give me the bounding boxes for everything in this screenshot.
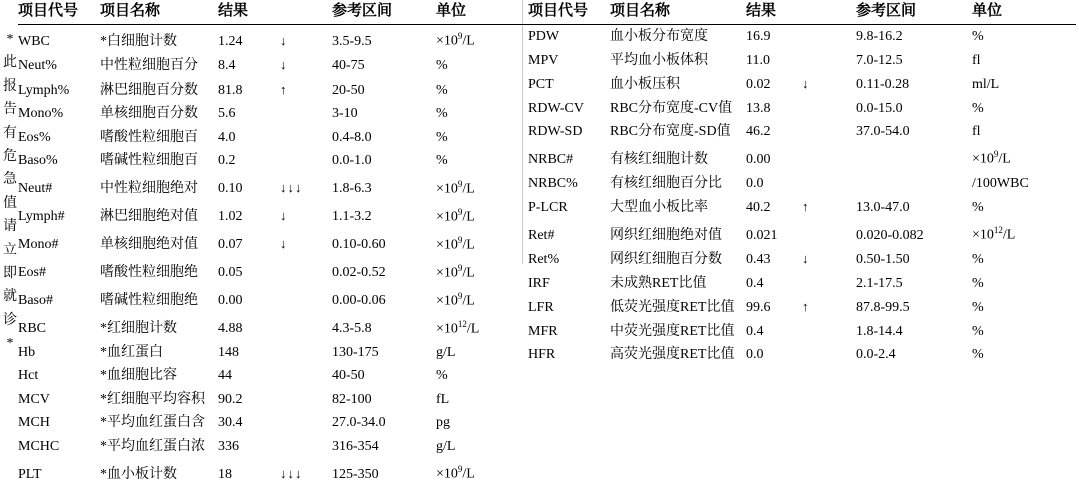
- cell-ref: 9.8-16.2: [856, 29, 903, 45]
- cell-name: 血小板分布宽度: [610, 29, 708, 45]
- right-table-head: [528, 0, 1076, 25]
- note-char: *: [6, 32, 14, 47]
- header-flag: [802, 0, 856, 25]
- left-table-body: [18, 25, 528, 486]
- right-results-table: [528, 0, 1076, 366]
- header-flag: [280, 0, 332, 25]
- table-row: [528, 25, 1076, 49]
- cell-unit: $\times 10^9/L$: [436, 262, 475, 281]
- cell-flag: ↓: [280, 33, 288, 49]
- cell-flag: [802, 320, 856, 343]
- cell-unit: /100WBC: [972, 175, 1029, 191]
- cell-ref: 1.1-3.2: [332, 209, 372, 225]
- cell-flag: [802, 219, 856, 247]
- cell-flag: [280, 411, 332, 434]
- cell-name: 嗜碱性粒细胞百: [100, 153, 198, 169]
- cell-code: RBC: [18, 321, 47, 337]
- header-name: 项目名称: [610, 0, 746, 25]
- cell-ref: 0.10-0.60: [332, 237, 386, 253]
- cell-code: Ret#: [528, 227, 555, 243]
- cell-unit: %: [436, 153, 448, 169]
- cell-unit: %: [436, 129, 448, 145]
- table-row: [18, 458, 528, 486]
- right-results-panel: [528, 0, 1076, 366]
- cell-code: MCV: [18, 391, 50, 407]
- note-char: 急: [3, 172, 17, 188]
- cell-unit: %: [972, 199, 984, 215]
- cell-flag: [280, 149, 332, 172]
- table-row: [18, 25, 528, 54]
- cell-code: Baso%: [18, 153, 58, 169]
- table-row: [528, 143, 1076, 171]
- header-ref: 参考区间: [332, 0, 436, 25]
- cell-name: RBC分布宽度-SD值: [610, 124, 731, 140]
- cell-unit: %: [972, 29, 984, 45]
- cell-code: LFR: [528, 300, 554, 316]
- cell-flag: [280, 257, 332, 285]
- table-row: [18, 53, 528, 77]
- cell-result: 44: [218, 368, 232, 384]
- table-row: [528, 72, 1076, 96]
- table-row: [528, 320, 1076, 343]
- table-row: [18, 173, 528, 201]
- cell-flag: [280, 388, 332, 411]
- header-result: 结果: [746, 0, 802, 25]
- cell-unit: $\times 10^{12}/L$: [436, 318, 480, 337]
- cell-unit: $\times 10^9/L$: [436, 178, 475, 197]
- cell-name: 网织红细胞绝对值: [610, 227, 722, 243]
- cell-result: 1.24: [218, 34, 243, 50]
- table-row: [18, 313, 528, 341]
- cell-result: 0.10: [218, 181, 243, 197]
- cell-name: *白细胞计数: [100, 34, 177, 50]
- cell-result: 16.9: [746, 29, 771, 45]
- cell-result: 0.00: [746, 152, 771, 168]
- cell-name: RBC分布宽度-CV值: [610, 100, 733, 116]
- cell-flag: [802, 143, 856, 171]
- cell-result: 0.021: [746, 227, 778, 243]
- cell-unit: %: [972, 252, 984, 268]
- cell-unit: $\times 10^9/L$: [436, 234, 475, 253]
- table-row: [18, 411, 528, 434]
- cell-name: *血红蛋白: [100, 344, 163, 360]
- table-row: [18, 78, 528, 102]
- cell-ref: 1.8-6.3: [332, 181, 372, 197]
- left-table-head: [18, 0, 528, 25]
- cell-code: Hct: [18, 368, 39, 384]
- cell-flag: [280, 341, 332, 364]
- cell-name: 网织红细胞百分数: [610, 252, 722, 268]
- cell-flag: ↓: [802, 251, 810, 267]
- table-row: [528, 97, 1076, 120]
- cell-name: *红细胞计数: [100, 321, 177, 337]
- cell-result: 0.00: [218, 293, 243, 309]
- table-row: [18, 285, 528, 313]
- header-unit: 单位: [972, 0, 1076, 25]
- cell-unit: %: [972, 100, 984, 116]
- cell-result: 0.0: [746, 347, 764, 362]
- cell-ref: 0.00-0.06: [332, 293, 386, 309]
- cell-code: Hb: [18, 344, 36, 360]
- cell-result: 0.4: [746, 323, 764, 339]
- cell-code: WBC: [18, 34, 50, 50]
- table-row: [528, 172, 1076, 195]
- cell-result: 0.0: [746, 175, 764, 191]
- cell-flag: ↑: [802, 299, 810, 315]
- cell-name: 淋巴细胞百分数: [100, 82, 198, 98]
- cell-ref: 40-50: [332, 368, 365, 384]
- cell-result: 0.43: [746, 252, 771, 268]
- note-char: *: [6, 336, 14, 352]
- cell-flag: [802, 97, 856, 120]
- header-ref: 参考区间: [856, 0, 972, 25]
- cell-result: 0.07: [218, 237, 243, 253]
- cell-flag: ↓: [802, 76, 810, 92]
- cell-result: 18: [218, 466, 232, 482]
- cell-code: MCH: [18, 415, 50, 431]
- cell-code: Eos%: [18, 129, 51, 145]
- cell-ref: 20-50: [332, 82, 365, 98]
- cell-code: Neut%: [18, 58, 57, 74]
- cell-ref: 0.4-8.0: [332, 129, 372, 145]
- cell-flag: ↑: [280, 81, 288, 97]
- cell-flag: [802, 343, 856, 366]
- cell-flag: [280, 126, 332, 149]
- header-unit: 单位: [436, 0, 528, 25]
- cell-flag: ↓: [280, 236, 288, 252]
- right-table-body: [528, 25, 1076, 367]
- table-row: [18, 257, 528, 285]
- cell-unit: %: [972, 300, 984, 316]
- cell-unit: %: [972, 347, 984, 362]
- cell-ref: 3.5-9.5: [332, 34, 372, 50]
- cell-result: 30.4: [218, 415, 243, 431]
- table-row: [528, 49, 1076, 72]
- table-row: [528, 272, 1076, 295]
- cell-ref: 82-100: [332, 391, 372, 407]
- cell-result: 0.4: [746, 275, 764, 291]
- cell-ref: 3-10: [332, 106, 358, 122]
- cell-name: 单核细胞绝对值: [100, 237, 198, 253]
- cell-result: 4.88: [218, 321, 243, 337]
- cell-unit: $\times 10^9/L$: [972, 149, 1011, 168]
- cell-name: 有核红细胞计数: [610, 152, 708, 168]
- cell-ref: 1.8-14.4: [856, 323, 903, 339]
- cell-code: MCHC: [18, 438, 60, 454]
- note-char: 报: [3, 78, 17, 94]
- cell-unit: $\times 10^9/L$: [436, 463, 475, 482]
- cell-unit: %: [436, 368, 448, 384]
- cell-flag: [280, 102, 332, 125]
- table-row: [18, 126, 528, 149]
- table-row: [18, 341, 528, 364]
- cell-ref: 0.0-2.4: [856, 347, 896, 362]
- cell-ref: 0.50-1.50: [856, 252, 910, 268]
- table-row: [528, 120, 1076, 143]
- cell-ref: 130-175: [332, 344, 379, 360]
- cell-flag: [802, 272, 856, 295]
- cell-code: PDW: [528, 29, 560, 45]
- cell-ref: 0.0-15.0: [856, 100, 903, 116]
- table-row: [528, 195, 1076, 219]
- cell-result: 4.0: [218, 129, 236, 145]
- cell-unit: fL: [436, 391, 450, 407]
- cell-name: 中性粒细胞绝对: [100, 181, 198, 197]
- cell-ref: 7.0-12.5: [856, 52, 903, 68]
- cell-name: 有核红细胞百分比: [610, 175, 722, 191]
- header-name: 项目名称: [100, 0, 218, 25]
- cell-code: NRBC%: [528, 175, 578, 191]
- cell-code: HFR: [528, 347, 556, 362]
- cell-name: 平均血小板体积: [610, 52, 708, 68]
- header-result: 结果: [218, 0, 280, 25]
- cell-code: Mono%: [18, 106, 64, 122]
- cell-unit: pg: [436, 415, 450, 431]
- cell-name: *平均血红蛋白浓: [100, 438, 205, 454]
- cell-unit: g/L: [436, 344, 456, 360]
- cell-result: 8.4: [218, 58, 236, 74]
- cell-flag: [802, 120, 856, 143]
- cell-result: 336: [218, 438, 239, 454]
- cell-unit: %: [436, 58, 448, 74]
- cell-name: 大型血小板比率: [610, 199, 708, 215]
- cell-ref: 40-75: [332, 58, 365, 74]
- cell-name: 未成熟RET比值: [610, 275, 707, 291]
- cell-code: NRBC#: [528, 152, 574, 168]
- cell-result: 81.8: [218, 82, 243, 98]
- cell-code: Ret%: [528, 252, 560, 268]
- table-row: [18, 149, 528, 172]
- cell-ref: 4.3-5.8: [332, 321, 372, 337]
- note-char: 告: [3, 102, 17, 118]
- cell-unit: %: [436, 82, 448, 98]
- note-char: 诊: [3, 312, 17, 328]
- note-char: 请: [3, 219, 17, 235]
- cell-unit: $\times 10^9/L$: [436, 290, 475, 309]
- table-row: [18, 102, 528, 125]
- cell-name: 高荧光强度RET比值: [610, 347, 735, 362]
- cell-ref: 0.11-0.28: [856, 77, 910, 93]
- table-row: [528, 247, 1076, 271]
- cell-code: Lymph%: [18, 82, 70, 98]
- cell-name: 嗜酸性粒细胞绝: [100, 265, 198, 281]
- cell-result: 0.02: [746, 77, 771, 93]
- table-row: [18, 388, 528, 411]
- cell-ref: [856, 143, 972, 171]
- critical-value-note: [2, 28, 18, 356]
- cell-code: Eos#: [18, 265, 46, 281]
- cell-result: 0.2: [218, 153, 236, 169]
- cell-result: 13.8: [746, 100, 771, 116]
- cell-code: Mono#: [18, 237, 59, 253]
- note-char: 立: [3, 242, 17, 258]
- cell-ref: 87.8-99.5: [856, 300, 910, 316]
- header-code: 项目代号: [18, 0, 100, 25]
- cell-ref: 37.0-54.0: [856, 124, 910, 140]
- cell-flag: [802, 172, 856, 195]
- note-char: 危: [3, 149, 17, 165]
- cell-code: P-LCR: [528, 199, 568, 215]
- cell-ref: 0.020-0.082: [856, 227, 924, 243]
- cell-code: RDW-SD: [528, 124, 583, 140]
- table-header-row: [528, 0, 1076, 25]
- cell-ref: 0.0-1.0: [332, 153, 372, 169]
- cell-flag: [280, 285, 332, 313]
- cell-code: RDW-CV: [528, 100, 584, 116]
- cell-ref: [856, 172, 972, 195]
- cell-result: 99.6: [746, 300, 771, 316]
- cell-unit: fl: [972, 124, 981, 140]
- cell-name: 嗜碱性粒细胞绝: [100, 293, 198, 309]
- table-row: [528, 295, 1076, 319]
- cell-flag: ↓↓↓: [280, 465, 303, 481]
- cell-ref: 125-350: [332, 466, 379, 482]
- cell-code: PLT: [18, 466, 42, 482]
- header-code: 项目代号: [528, 0, 610, 25]
- cell-ref: 13.0-47.0: [856, 199, 910, 215]
- cell-result: 90.2: [218, 391, 243, 407]
- cell-unit: $\times 10^{12}/L$: [972, 225, 1016, 243]
- cell-result: 46.2: [746, 124, 771, 140]
- note-char: 有: [3, 125, 17, 141]
- cell-code: Neut#: [18, 181, 53, 197]
- cell-flag: [280, 435, 332, 458]
- cell-unit: ml/L: [972, 77, 1000, 93]
- cell-flag: [802, 25, 856, 49]
- cell-name: 血小板压积: [610, 77, 680, 93]
- cell-name: 单核细胞百分数: [100, 106, 198, 122]
- cell-code: PCT: [528, 77, 554, 93]
- left-results-panel: [18, 0, 528, 486]
- cell-result: 1.02: [218, 209, 243, 225]
- table-row: [18, 229, 528, 257]
- cell-flag: ↓: [280, 208, 288, 224]
- cell-code: Lymph#: [18, 209, 65, 225]
- cell-result: 5.6: [218, 106, 236, 122]
- cell-name: *平均血红蛋白含: [100, 415, 205, 431]
- cell-unit: fl: [972, 52, 981, 68]
- table-row: [18, 435, 528, 458]
- cell-name: *红细胞平均容积: [100, 391, 205, 407]
- cell-result: 0.05: [218, 265, 243, 281]
- cell-code: MPV: [528, 52, 559, 68]
- cell-name: 中荧光强度RET比值: [610, 323, 735, 339]
- note-char: 就: [3, 289, 17, 305]
- cell-unit: $\times 10^9/L$: [436, 206, 475, 225]
- cell-result: 40.2: [746, 199, 771, 215]
- table-row: [528, 343, 1076, 366]
- cell-code: MFR: [528, 323, 558, 339]
- cell-ref: 0.02-0.52: [332, 265, 386, 281]
- cell-code: Baso#: [18, 293, 53, 309]
- cell-ref: 2.1-17.5: [856, 275, 903, 291]
- cell-result: 148: [218, 344, 239, 360]
- cell-name: *血小板计数: [100, 466, 177, 482]
- cell-name: 嗜酸性粒细胞百: [100, 129, 198, 145]
- table-row: [18, 201, 528, 229]
- cell-code: IRF: [528, 275, 550, 291]
- table-header-row: [18, 0, 528, 25]
- cell-name: *血细胞比容: [100, 368, 177, 384]
- cell-flag: ↑: [802, 198, 810, 214]
- cell-flag: ↓↓↓: [280, 180, 303, 196]
- left-results-table: [18, 0, 528, 486]
- cell-result: 11.0: [746, 52, 770, 68]
- cell-name: 淋巴细胞绝对值: [100, 209, 198, 225]
- cell-ref: 316-354: [332, 438, 379, 454]
- note-char: 此: [3, 55, 17, 71]
- cell-flag: [280, 364, 332, 387]
- cell-unit: %: [972, 275, 984, 291]
- cell-unit: $\times 10^9/L$: [436, 31, 475, 50]
- note-char: 即: [3, 266, 17, 282]
- cell-unit: %: [436, 106, 448, 122]
- table-row: [528, 219, 1076, 247]
- cell-name: 中性粒细胞百分: [100, 58, 198, 74]
- cell-flag: [802, 49, 856, 72]
- table-row: [18, 364, 528, 387]
- cell-unit: g/L: [436, 438, 456, 454]
- cell-ref: 27.0-34.0: [332, 415, 386, 431]
- note-char: 值: [3, 195, 17, 211]
- cell-unit: %: [972, 323, 984, 339]
- cell-name: 低荧光强度RET比值: [610, 300, 735, 316]
- cell-flag: ↓: [280, 57, 288, 73]
- cell-flag: [280, 313, 332, 341]
